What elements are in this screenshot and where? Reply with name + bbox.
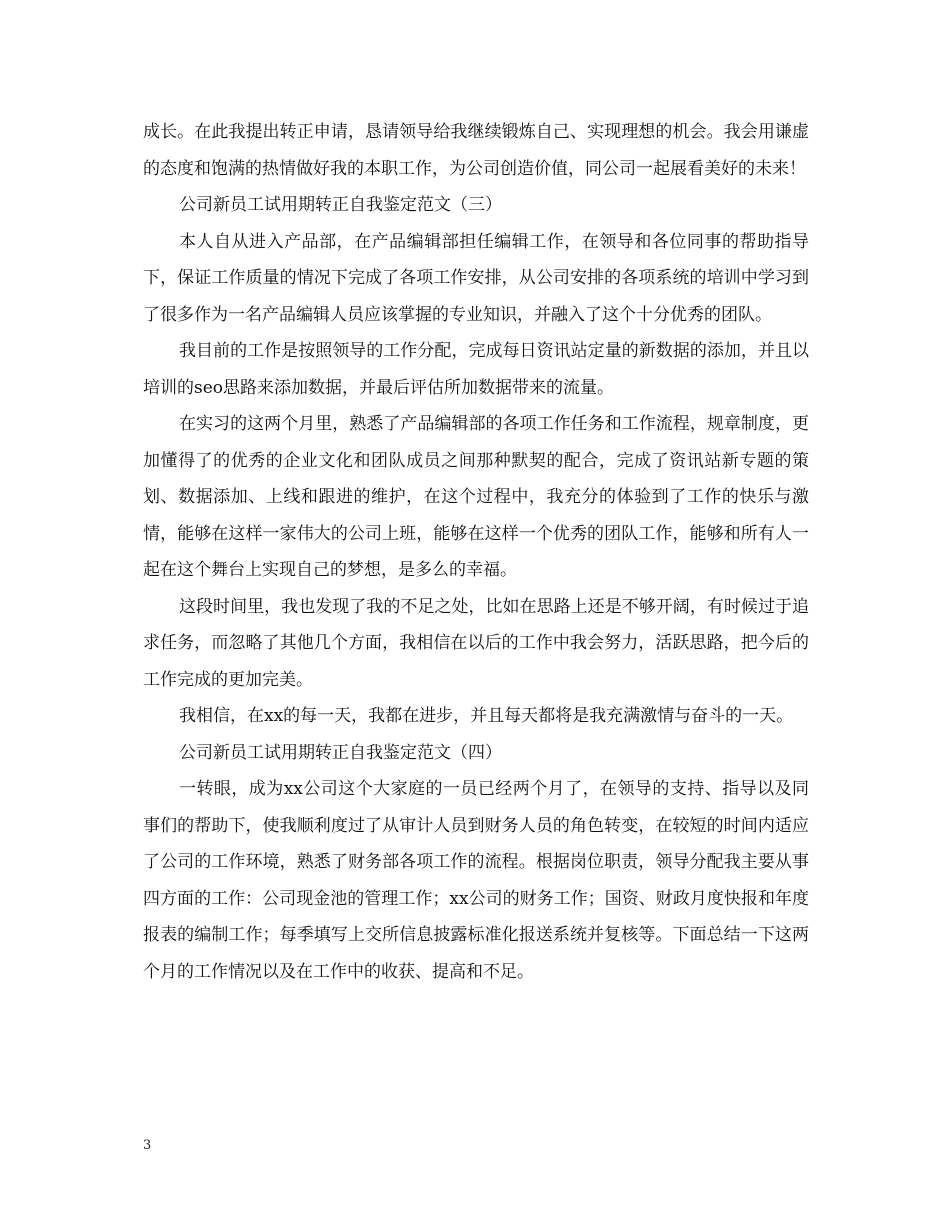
document-body [143,114,809,990]
paragraph: 这段时间里，我也发现了我的不足之处，比如在思路上还是不够开阔，有时候过于追求任务，而忽略了其他几个方面，我相信在以后的工作中我会努力，活跃思路，把今后的工作完成的更加完美。 [143,596,809,690]
section-heading-three: 公司新员工试用期转正自我鉴定范文（三） [179,195,502,215]
page-number: 3 [143,1138,152,1153]
paragraph: 我相信，在xx的每一天，我都在进步，并且每天都将是我充满激情与奋斗的一天。 [179,706,794,726]
section-heading-four: 公司新员工试用期转正自我鉴定范文（四） [179,742,502,763]
paragraph: 本人自从进入产品部，在产品编辑部担任编辑工作，在领导和各位同事的帮助指导下，保证工作质量的情况下完成了各项工作安排，从公司安排的各项系统的培训中学习到了很多作为一名产品编辑人员应该掌握的专业知识，并融入了这个十分优秀的团队。 [143,231,809,325]
paragraph-continuation: 成长。在此我提出转正申请，恳请领导给我继续锻炼自己、实现理想的机会。我会用谦虚的态度和饱满的热情做好我的本职工作，为公司创造价值，同公司一起展看美好的未来！ [143,122,809,179]
paragraph: 在实习的这两个月里，熟悉了产品编辑部的各项工作任务和工作流程，规章制度，更加懂得了的优秀的企业文化和团队成员之间那种默契的配合，完成了资讯站新专题的策划、数据添加、上线和跟进的维护，在这个过程中，我充分的体验到了工作的快乐与激情，能够在这样一家伟大的公司上班，能够在这样一个优秀的团队工作，能够和所有人一起在这个舞台上实现自己的梦想，是多么的幸福。 [143,414,809,580]
paragraph: 我目前的工作是按照领导的工作分配，完成每日资讯站定量的新数据的添加，并且以培训的seo思路来添加数据，并最后评估所加数据带来的流量。 [143,341,809,398]
paragraph: 一转眼，成为xx公司这个大家庭的一员已经两个月了，在领导的支持、指导以及同事们的帮助下，使我顺利度过了从审计人员到财务人员的角色转变，在较短的时间内适应了公司的工作环境，熟悉了财务部各项工作的流程。根据岗位职责，领导分配我主要从事四方面的工作：公司现金池的管理工作；xx公司的财务工作；国资、财政月度快报和年度报表的编制工作；每季填写上交所信息披露标准化报送系统并复核等。下面总结一下这两个月的工作情况以及在工作中的收获、提高和不足。 [143,779,809,982]
